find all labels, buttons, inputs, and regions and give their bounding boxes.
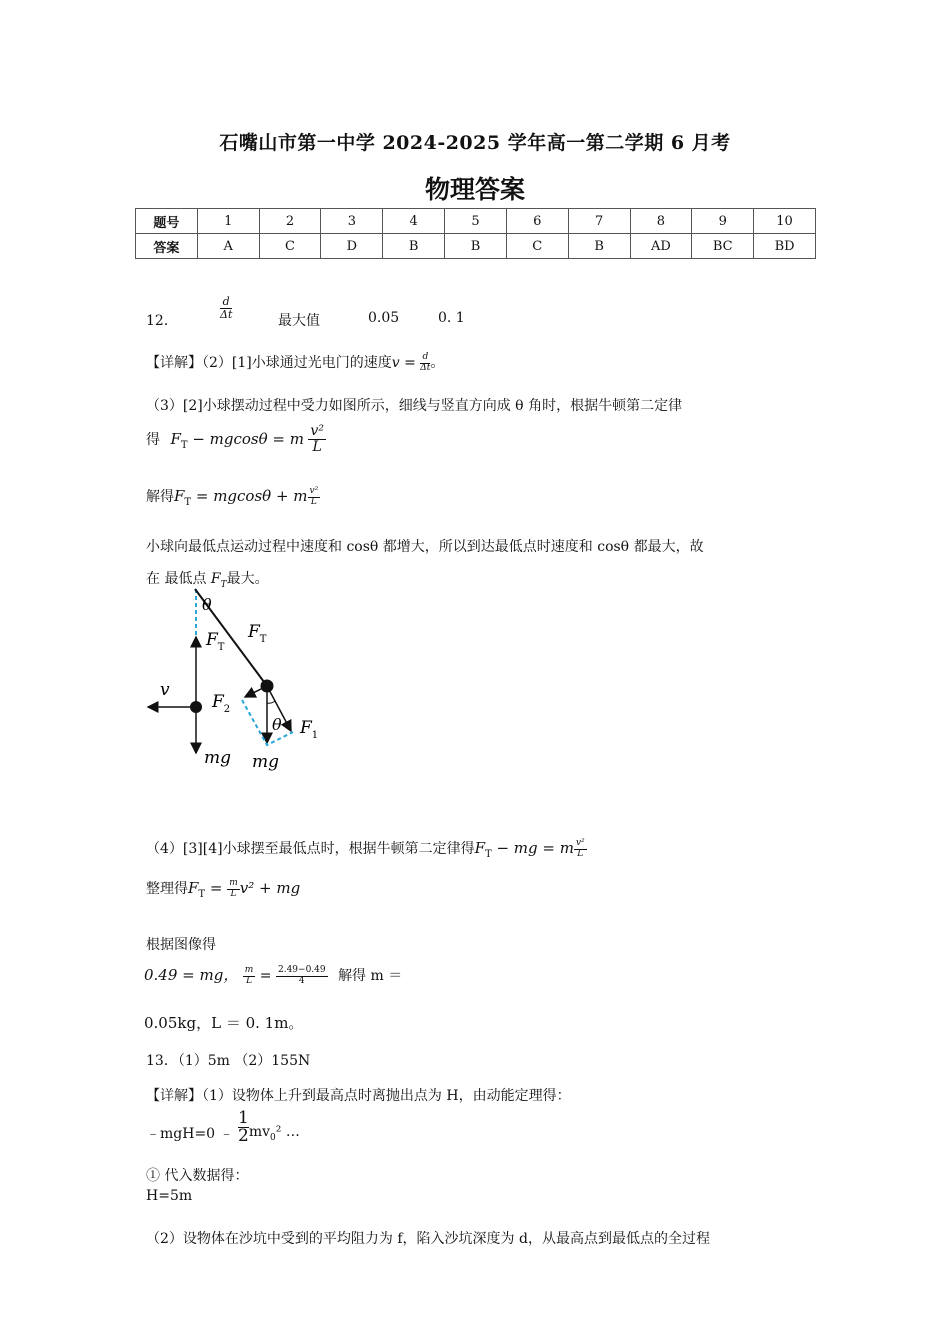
question-number: 4 bbox=[383, 209, 445, 234]
theta-label-bottom: θ bbox=[272, 715, 282, 734]
frac-numerator: d bbox=[220, 296, 232, 309]
question-number: 5 bbox=[445, 209, 507, 234]
q12-detail-line-10 bbox=[144, 964, 402, 986]
subscript: T bbox=[198, 889, 206, 900]
ft-label-string: $F_T$ bbox=[248, 622, 267, 645]
q13-detail-line-4: H=5m bbox=[146, 1188, 193, 1204]
theta-arc bbox=[267, 701, 275, 703]
q13-detail-line-3: ① 代入数据得： bbox=[146, 1168, 249, 1184]
text: 得 bbox=[146, 431, 160, 448]
mg-label-left: mg bbox=[204, 748, 232, 768]
text: （4）[3][4]小球摆至最低点时，根据牛顿第二定律得 bbox=[146, 841, 475, 857]
q12-answer-4: 0. 1 bbox=[438, 310, 465, 326]
question-number: 3 bbox=[321, 209, 383, 234]
q12-detail-line-9: 根据图像得 bbox=[146, 937, 216, 953]
text: 在 最低点 bbox=[146, 571, 207, 587]
frac-numerator: m bbox=[244, 964, 254, 975]
question-number: 2 bbox=[259, 209, 321, 234]
frac-numerator: v² bbox=[575, 837, 585, 848]
answer-table-answer-row bbox=[136, 234, 816, 259]
frac-denominator: L bbox=[246, 975, 253, 986]
text: ² … bbox=[275, 1124, 300, 1141]
answer-cell: C bbox=[506, 234, 568, 259]
q12-answer-1 bbox=[220, 296, 232, 321]
question-number: 1 bbox=[197, 209, 259, 234]
question-number: 10 bbox=[754, 209, 816, 234]
symbol: = mgcosθ + m bbox=[191, 487, 308, 505]
answer-cell: B bbox=[383, 234, 445, 259]
text: 解得 bbox=[146, 489, 174, 505]
detail-tag: 【详解】 bbox=[146, 355, 202, 371]
frac-numerator: d bbox=[420, 353, 430, 364]
q12-detail-line-7 bbox=[146, 838, 587, 860]
text: 最大。 bbox=[226, 571, 269, 587]
q12-detail-line-4 bbox=[146, 486, 320, 508]
frac-denominator: 4 bbox=[298, 975, 305, 986]
symbol: − mgcosθ = m bbox=[187, 429, 304, 448]
force-diagram bbox=[140, 585, 340, 775]
answer-cell: B bbox=[445, 234, 507, 259]
subscript: T bbox=[180, 439, 188, 451]
symbol: F bbox=[170, 429, 181, 448]
symbol: = bbox=[205, 879, 228, 897]
question-number: 7 bbox=[568, 209, 630, 234]
f1-label: $F_1$ bbox=[300, 718, 319, 741]
text: （2）[1]小球通过光电门的速度 bbox=[202, 355, 392, 371]
subscript: T bbox=[485, 849, 492, 860]
frac-denominator: Δt bbox=[420, 362, 431, 373]
text bbox=[249, 1124, 300, 1145]
question-number: 6 bbox=[506, 209, 568, 234]
equation bbox=[188, 879, 228, 900]
answer-table-answer-label: 答案 bbox=[136, 234, 198, 259]
theta-label-top: θ bbox=[202, 595, 212, 614]
answer-cell: BD bbox=[754, 234, 816, 259]
equation bbox=[170, 429, 304, 451]
velocity-label: v bbox=[160, 680, 170, 700]
q13-detail-line-1 bbox=[146, 1085, 571, 1105]
mg-label-right: mg bbox=[252, 752, 280, 772]
answer-cell: A bbox=[197, 234, 259, 259]
equation bbox=[474, 839, 574, 860]
symbol: = bbox=[255, 968, 276, 984]
frac-denominator: L bbox=[230, 888, 237, 899]
q12-detail-line-2: （3）[2]小球摆动过程中受力如图所示，细线与竖直方向成 θ 角时，根据牛顿第二定律 bbox=[146, 398, 683, 414]
q12-detail-line-1: 【详解】（2）[1]小球通过光电门的速度v = $\frac{d}{\Delta t}$ 。 bbox=[146, 351, 445, 373]
q12-detail-line-11: 0.05kg，L ＝ 0. 1m。 bbox=[144, 1014, 304, 1032]
document-title: 石嘴山市第一中学 2024-2025 学年高一第二学期 6 月考 bbox=[219, 132, 731, 154]
symbol: − mg = m bbox=[491, 839, 574, 857]
subscript: 0 bbox=[270, 1133, 276, 1143]
frac-numerator: 2.49−0.49 bbox=[277, 964, 326, 975]
frac-denominator: Δt bbox=[220, 308, 233, 322]
q12-detail-line-8 bbox=[146, 878, 300, 900]
ball-at-lowest-point bbox=[190, 701, 202, 713]
symbol: F bbox=[188, 879, 199, 897]
frac-denominator: L bbox=[577, 848, 584, 859]
equation: 0.49 = mg， bbox=[144, 966, 239, 984]
answer-table bbox=[135, 208, 816, 259]
symbol: v² + mg bbox=[239, 879, 301, 897]
answer-table-number-row bbox=[136, 209, 816, 234]
q13-detail-line-5: （2）设物体在沙坑中受到的平均阻力为 f，陷入沙坑深度为 d，从最高点到最低点的全过程 bbox=[146, 1231, 710, 1247]
q12-detail-line-3 bbox=[146, 424, 326, 456]
question-number: 9 bbox=[692, 209, 754, 234]
subscript: T bbox=[220, 579, 227, 590]
pendulum-ball bbox=[261, 680, 274, 693]
text: mv bbox=[248, 1124, 271, 1141]
frac-numerator: m bbox=[229, 877, 238, 888]
text: 解得 m ＝ bbox=[338, 968, 403, 984]
answer-cell: D bbox=[321, 234, 383, 259]
text: 整理得 bbox=[146, 881, 188, 897]
q12-number: 12． bbox=[146, 313, 178, 329]
text: （1）设物体上升到最高点时离抛出点为 H，由动能定理得： bbox=[202, 1088, 571, 1104]
answer-cell: BC bbox=[692, 234, 754, 259]
frac-numerator: v² bbox=[309, 485, 319, 496]
f2-label: $F_2$ bbox=[212, 692, 231, 715]
text: ﹣mgH=0 ﹣ bbox=[146, 1126, 234, 1142]
frac-numerator: 1 bbox=[238, 1108, 249, 1128]
answer-cell: AD bbox=[630, 234, 692, 259]
symbol: F bbox=[474, 839, 485, 857]
q12-answer-3: 0.05 bbox=[368, 310, 400, 326]
subscript: T bbox=[184, 497, 192, 508]
answer-table-number-label: 题号 bbox=[136, 209, 198, 234]
q12-answer-2: 最大值 bbox=[278, 313, 320, 329]
frac-denominator: L bbox=[312, 439, 322, 456]
velocity-symbol: v = bbox=[391, 355, 416, 371]
symbol: F bbox=[174, 487, 185, 505]
frac-denominator: 2 bbox=[238, 1126, 249, 1146]
q13-detail-line-2 bbox=[146, 1110, 300, 1145]
question-number: 8 bbox=[630, 209, 692, 234]
equation bbox=[174, 487, 308, 508]
document-subtitle: 物理答案 bbox=[424, 175, 525, 204]
answer-cell: C bbox=[259, 234, 321, 259]
ft-label-left: $F_T$ bbox=[206, 630, 225, 653]
symbol: F bbox=[210, 571, 221, 587]
detail-tag: 【详解】 bbox=[146, 1088, 202, 1104]
frac-numerator: v² bbox=[310, 423, 324, 439]
q12-detail-line-5: 小球向最低点运动过程中速度和 cosθ 都增大，所以到达最低点时速度和 cosθ 都最大，故 bbox=[146, 539, 704, 555]
answer-cell: B bbox=[568, 234, 630, 259]
q13-answer-line: 13．（1）5m （2）155N bbox=[146, 1053, 311, 1069]
frac-denominator: L bbox=[310, 496, 317, 507]
